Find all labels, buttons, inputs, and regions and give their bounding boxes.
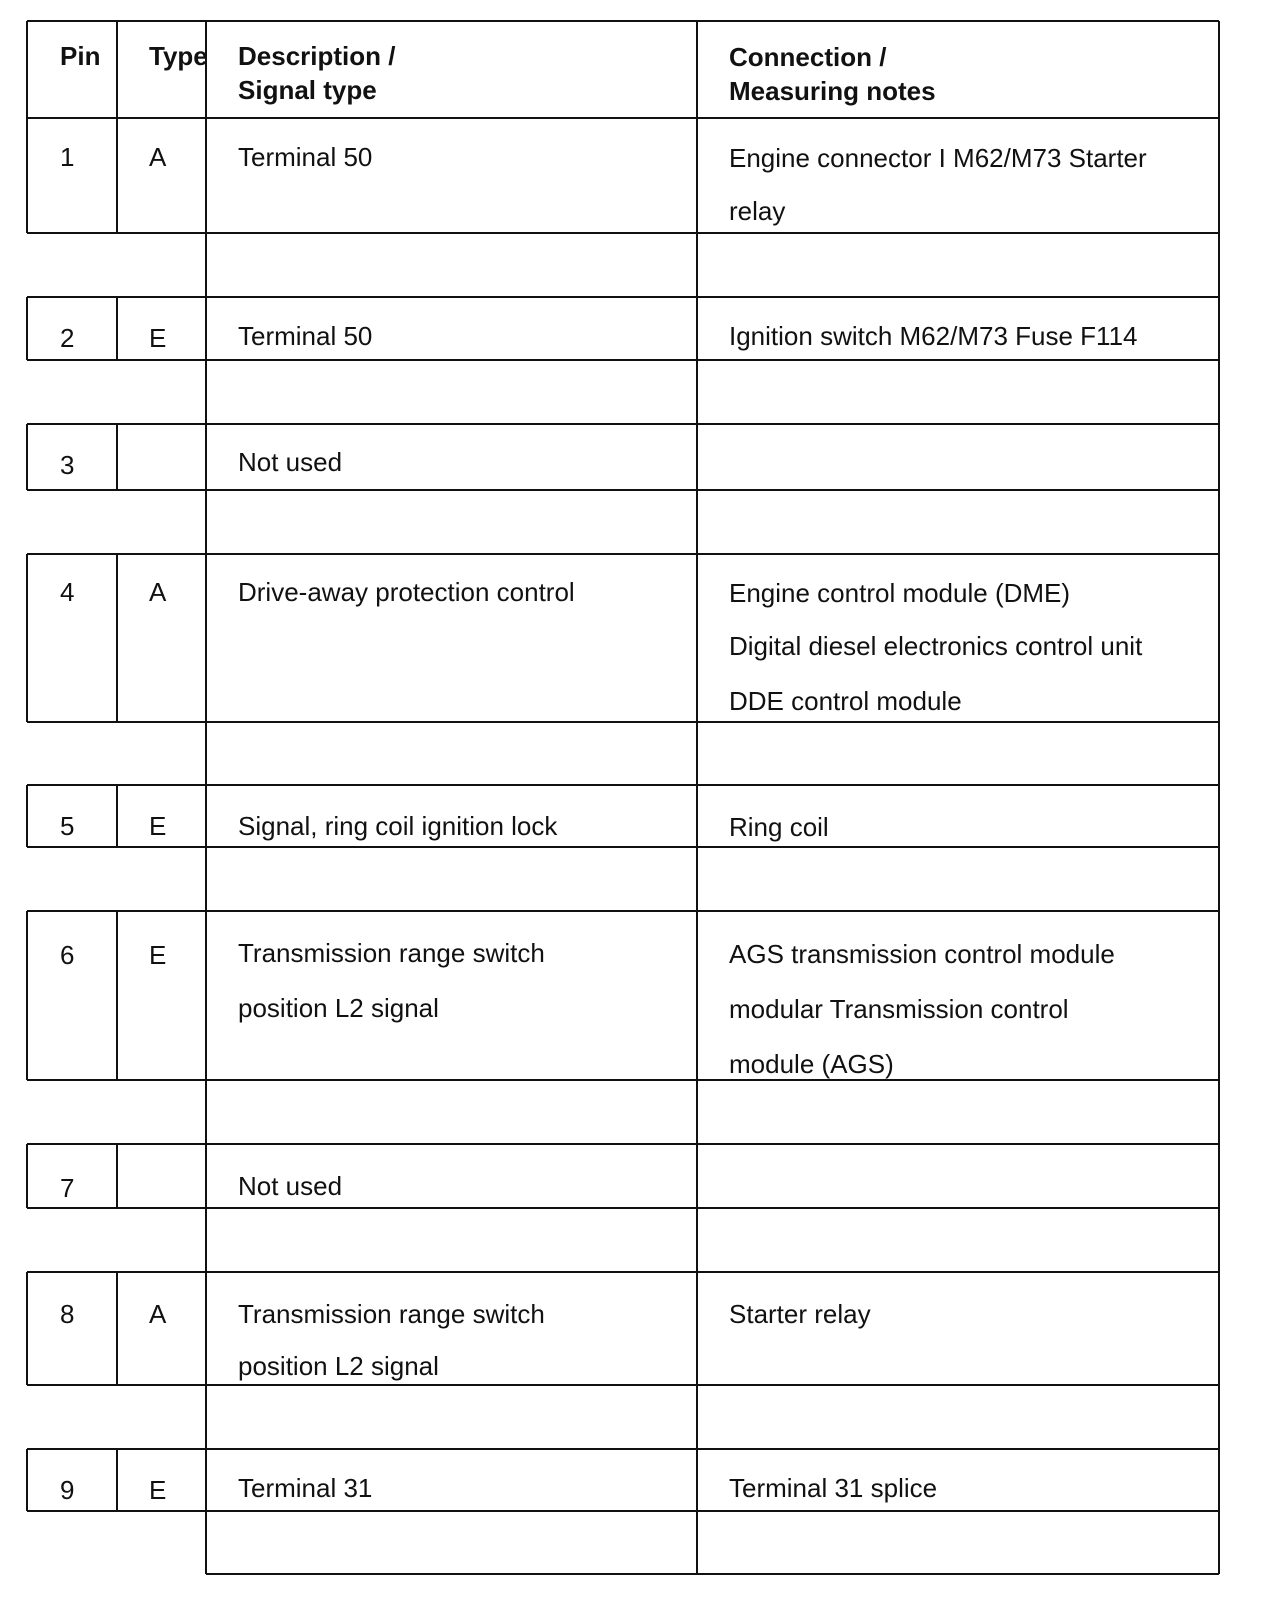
row-7-description: Not used bbox=[238, 1171, 343, 1201]
row-5-description: Signal, ring coil ignition lock bbox=[238, 811, 558, 841]
row-4-type: A bbox=[149, 577, 167, 607]
header-description-line2: Signal type bbox=[238, 75, 377, 105]
row-6-connection-line2: modular Transmission control bbox=[729, 994, 1069, 1024]
row-6-pin: 6 bbox=[60, 940, 75, 970]
row-4-pin: 4 bbox=[60, 577, 75, 607]
row-4-connection-line2: Digital diesel electronics control unit bbox=[729, 631, 1143, 661]
row-4-description: Drive-away protection control bbox=[238, 577, 575, 607]
row-8-connection: Starter relay bbox=[729, 1299, 871, 1329]
row-9-type: E bbox=[149, 1475, 167, 1505]
row-8-type: A bbox=[149, 1299, 167, 1329]
row-3-pin: 3 bbox=[60, 450, 75, 480]
row-4-connection-line3: DDE control module bbox=[729, 686, 962, 716]
row-8-description-line2: position L2 signal bbox=[238, 1351, 439, 1381]
row-6-connection-line3: module (AGS) bbox=[729, 1049, 894, 1079]
row-6-description-line1: Transmission range switch bbox=[238, 938, 545, 968]
header-connection-line2: Measuring notes bbox=[729, 76, 936, 106]
row-9-pin: 9 bbox=[60, 1475, 75, 1505]
row-5-type: E bbox=[149, 811, 167, 841]
header-type: Type bbox=[149, 41, 208, 71]
row-2-description: Terminal 50 bbox=[238, 321, 373, 351]
row-2-type: E bbox=[149, 323, 167, 353]
row-9-connection: Terminal 31 splice bbox=[729, 1473, 938, 1503]
row-6-connection-line1: AGS transmission control module bbox=[729, 939, 1115, 969]
row-8-pin: 8 bbox=[60, 1299, 75, 1329]
row-1-description: Terminal 50 bbox=[238, 142, 373, 172]
row-9-description: Terminal 31 bbox=[238, 1473, 373, 1503]
row-2-pin: 2 bbox=[60, 323, 75, 353]
header-connection-line1: Connection / bbox=[729, 42, 887, 72]
row-1-connection-line1: Engine connector I M62/M73 Starter bbox=[729, 143, 1147, 173]
row-5-pin: 5 bbox=[60, 811, 75, 841]
row-4-connection-line1: Engine control module (DME) bbox=[729, 578, 1071, 608]
row-1-connection-line2: relay bbox=[729, 196, 786, 226]
row-8-description-line1: Transmission range switch bbox=[238, 1299, 545, 1329]
row-6-description-line2: position L2 signal bbox=[238, 993, 439, 1023]
row-3-description: Not used bbox=[238, 447, 343, 477]
row-1-pin: 1 bbox=[60, 142, 75, 172]
row-5-connection: Ring coil bbox=[729, 812, 829, 842]
row-1-type: A bbox=[149, 142, 167, 172]
row-2-connection: Ignition switch M62/M73 Fuse F114 bbox=[729, 321, 1138, 351]
row-6-type: E bbox=[149, 940, 167, 970]
header-description-line1: Description / bbox=[238, 41, 396, 71]
row-7-pin: 7 bbox=[60, 1173, 75, 1203]
header-pin: Pin bbox=[60, 41, 101, 71]
